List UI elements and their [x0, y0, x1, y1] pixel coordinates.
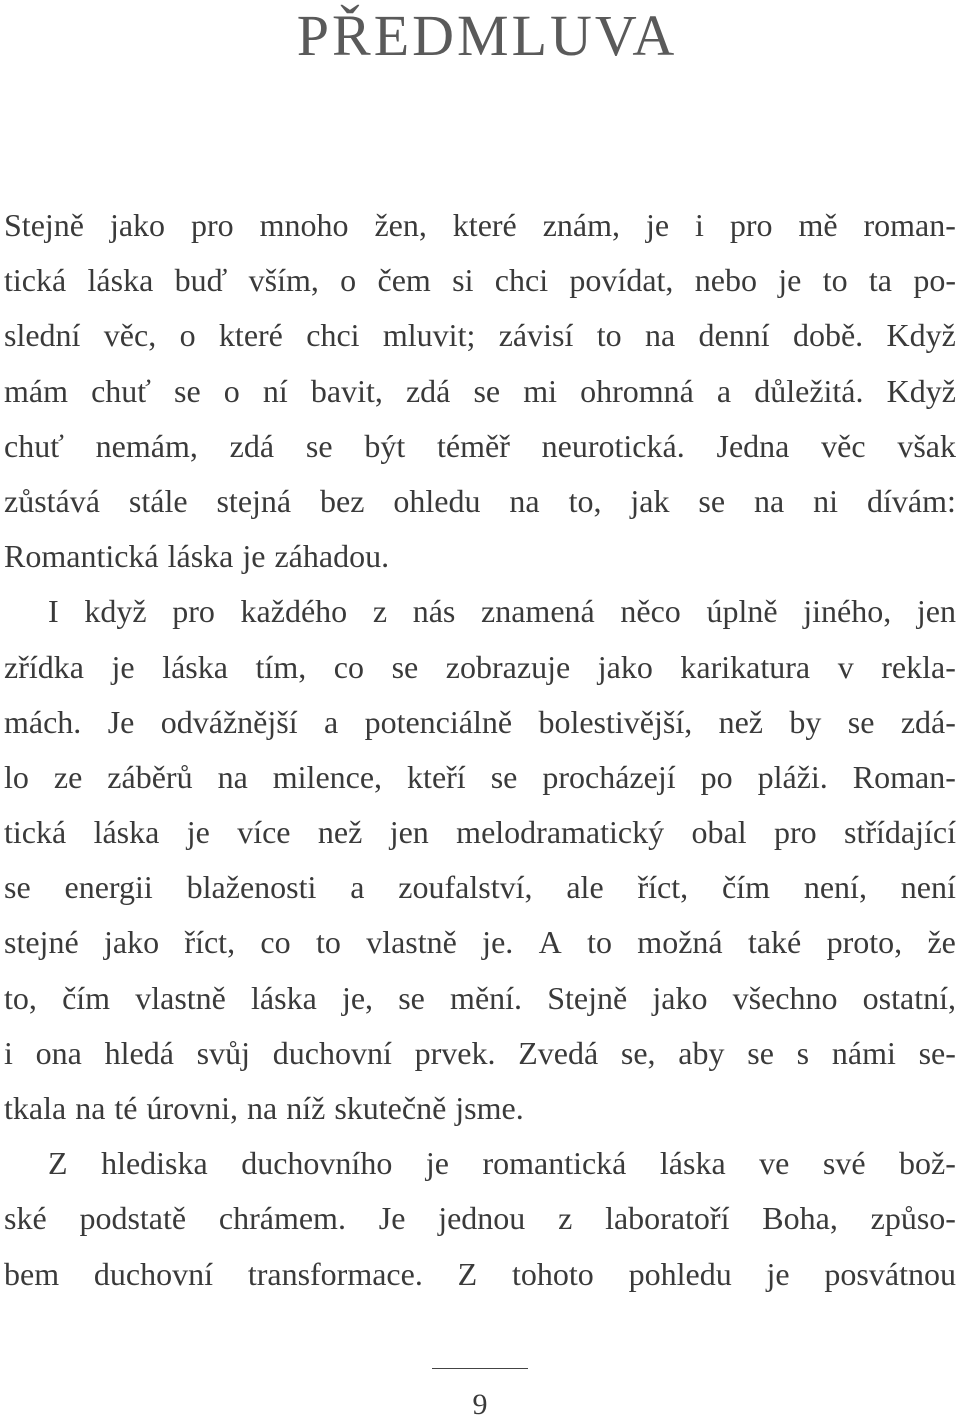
- word: obal: [691, 814, 747, 851]
- word: pro: [172, 593, 215, 630]
- word: to,: [568, 482, 602, 519]
- word: chuť: [91, 372, 151, 409]
- word: jako: [109, 207, 166, 243]
- word: milence,: [272, 758, 383, 795]
- text-line: [4, 860, 956, 915]
- word: svůj: [196, 1034, 250, 1071]
- word: jako: [597, 648, 653, 685]
- word: zůstává: [4, 482, 100, 519]
- word: kteří: [407, 758, 466, 795]
- word: je: [186, 814, 210, 851]
- word: stále: [128, 482, 188, 519]
- word: vším,: [248, 262, 319, 299]
- word: Je: [378, 1200, 406, 1237]
- text-line: [4, 1136, 956, 1191]
- word: tická: [4, 814, 67, 851]
- word: čem: [377, 262, 431, 299]
- word: zdá: [229, 427, 275, 464]
- word: pro: [773, 814, 817, 851]
- word: zdá-: [900, 703, 956, 740]
- word: se: [391, 648, 419, 685]
- word: blaženosti: [186, 869, 317, 906]
- page-number: 9: [472, 1388, 488, 1421]
- word: říct,: [637, 869, 689, 906]
- word: ona: [35, 1034, 82, 1071]
- word: jiného,: [803, 593, 892, 630]
- word: mění.: [450, 979, 523, 1016]
- word: ze: [53, 758, 83, 795]
- word: i: [695, 207, 704, 243]
- text-line: [4, 640, 956, 695]
- word: mě: [798, 207, 838, 243]
- word: jako: [103, 924, 160, 961]
- word: bem: [4, 1255, 60, 1292]
- word: lo: [4, 758, 29, 795]
- word: pro: [729, 207, 773, 243]
- word: láska: [93, 814, 160, 851]
- word: se: [698, 482, 726, 519]
- word: se: [747, 1034, 774, 1071]
- word: ve: [759, 1145, 790, 1182]
- word: Z: [457, 1255, 478, 1292]
- word: té: [114, 1090, 138, 1126]
- word: karikatura: [680, 648, 811, 685]
- word: zřídka: [4, 648, 84, 685]
- word: Roman-: [852, 758, 956, 795]
- text-line: [4, 1026, 956, 1081]
- word: době.: [792, 317, 864, 354]
- word: ské: [4, 1200, 47, 1237]
- word: téměř: [437, 427, 510, 464]
- word: to: [596, 317, 622, 354]
- body-text: [4, 198, 956, 1302]
- word: denní: [698, 317, 770, 354]
- footer-rule: [432, 1368, 528, 1369]
- word: se-: [918, 1034, 956, 1071]
- word: se: [398, 979, 425, 1016]
- word: ostatní,: [862, 979, 956, 1016]
- word: ní: [262, 372, 288, 409]
- word: Jedna: [716, 427, 790, 464]
- word: na: [644, 317, 676, 354]
- word: to: [315, 924, 341, 961]
- word: věc,: [103, 317, 157, 354]
- word: se: [174, 372, 201, 409]
- word: způso-: [870, 1200, 956, 1237]
- word: proto,: [826, 924, 903, 961]
- word: stejné: [4, 924, 79, 961]
- word: se: [847, 703, 875, 740]
- text-line: [4, 1081, 956, 1136]
- word: chci: [306, 317, 360, 354]
- word: se: [490, 758, 518, 795]
- word: střídající: [844, 814, 956, 851]
- word: by: [789, 703, 822, 740]
- word: se: [4, 869, 31, 906]
- word: Stejně: [547, 979, 628, 1016]
- word: láska: [659, 1145, 726, 1182]
- word: a: [716, 372, 732, 409]
- word: hlediska: [101, 1145, 208, 1182]
- word: však: [897, 427, 956, 464]
- word: bož-: [899, 1145, 956, 1182]
- word: Z: [48, 1145, 68, 1182]
- word: možná: [637, 924, 723, 961]
- word: tická: [4, 262, 67, 299]
- word: chrámem.: [218, 1200, 346, 1237]
- word: a: [323, 703, 339, 740]
- word: pro: [190, 207, 234, 243]
- word: pláži.: [757, 758, 828, 795]
- word: to: [587, 924, 612, 961]
- word: čím: [722, 869, 770, 906]
- word: mi: [523, 372, 557, 409]
- word: na: [754, 482, 785, 519]
- word: zoufalství,: [398, 869, 533, 906]
- text-line: [4, 308, 956, 363]
- word: věc: [821, 427, 866, 464]
- word: než: [317, 814, 363, 851]
- word: mách.: [4, 703, 82, 740]
- text-line: [4, 474, 956, 529]
- text-line: [4, 805, 956, 860]
- word: jako: [652, 979, 708, 1016]
- word: slední: [4, 317, 81, 354]
- text-line: [4, 364, 956, 419]
- word: něco: [620, 593, 681, 630]
- word: o: [340, 262, 357, 299]
- word: znám,: [542, 207, 620, 243]
- word: není: [900, 869, 956, 906]
- word: romantická: [482, 1145, 627, 1182]
- text-line: [4, 971, 956, 1026]
- word: je: [645, 207, 670, 243]
- word: žen,: [374, 207, 427, 243]
- text-line: [4, 584, 956, 639]
- word: jsme.: [455, 1090, 524, 1126]
- word: energii: [64, 869, 153, 906]
- word: duchovní: [272, 1034, 392, 1071]
- word: to: [822, 262, 848, 299]
- word: o: [223, 372, 240, 409]
- word: závisí: [498, 317, 574, 354]
- word: úplně: [706, 593, 778, 630]
- word: i: [4, 1034, 13, 1071]
- word: být: [364, 427, 406, 464]
- text-line: [4, 198, 956, 253]
- word: každého: [240, 593, 348, 630]
- word: mluvit;: [382, 317, 476, 354]
- word: které: [218, 317, 283, 354]
- word: se: [473, 372, 501, 409]
- word: v: [837, 648, 854, 685]
- word: bavit,: [310, 372, 383, 409]
- word: je: [111, 648, 135, 685]
- word: důležitá.: [754, 372, 864, 409]
- word: to,: [4, 979, 37, 1016]
- word: hledá: [104, 1034, 174, 1071]
- word: o: [179, 317, 196, 354]
- word: aby: [678, 1034, 725, 1071]
- text-line: [4, 1191, 956, 1246]
- word: nebo: [694, 262, 757, 299]
- word: I: [48, 593, 59, 630]
- word: že: [927, 924, 956, 961]
- word: co: [333, 648, 364, 685]
- word: zobrazuje: [445, 648, 571, 685]
- word: ni: [813, 482, 839, 519]
- word: Je: [107, 703, 135, 740]
- word: Romantická: [4, 538, 159, 575]
- word: stejná: [216, 482, 292, 519]
- word: procházejí: [542, 758, 676, 795]
- word: z: [372, 593, 388, 630]
- word: melodramatický: [456, 814, 665, 851]
- word: na: [509, 482, 540, 519]
- word: je: [778, 262, 802, 299]
- word: které: [452, 207, 517, 243]
- word: na: [247, 1090, 278, 1126]
- word: mám: [4, 372, 68, 409]
- word: tohoto: [512, 1255, 594, 1292]
- word: pohledu: [628, 1255, 732, 1292]
- word: podstatě: [79, 1200, 187, 1237]
- word: Když: [886, 317, 956, 354]
- word: posvátnou: [824, 1255, 956, 1292]
- word: s: [796, 1034, 810, 1071]
- word: čím: [62, 979, 111, 1016]
- word: neurotická.: [541, 427, 685, 464]
- text-line: [4, 419, 956, 474]
- text-line: [4, 529, 956, 584]
- word: se,: [620, 1034, 656, 1071]
- word: Zvedá: [518, 1034, 599, 1071]
- word: zdá: [405, 372, 451, 409]
- word: skutečně: [334, 1090, 447, 1126]
- word: Boha,: [762, 1200, 838, 1237]
- word: je,: [341, 979, 374, 1016]
- word: láska: [251, 979, 317, 1016]
- word: ohledu: [393, 482, 481, 519]
- text-line: [4, 915, 956, 970]
- word: buď: [174, 262, 228, 299]
- word: transformace.: [247, 1255, 423, 1292]
- word: tím,: [255, 648, 307, 685]
- word: Když: [886, 372, 956, 409]
- text-line: [4, 1247, 956, 1302]
- word: roman-: [863, 207, 956, 243]
- word: láska: [87, 262, 154, 299]
- text-line: [4, 750, 956, 805]
- word: je: [425, 1145, 449, 1182]
- word: také: [747, 924, 802, 961]
- word: nás: [412, 593, 456, 630]
- word: je.: [482, 924, 514, 961]
- word: vlastně: [135, 979, 226, 1016]
- word: co: [260, 924, 291, 961]
- word: prvek.: [414, 1034, 496, 1071]
- word: a: [350, 869, 365, 906]
- word: na: [217, 758, 248, 795]
- word: z: [558, 1200, 573, 1237]
- word: po: [700, 758, 733, 795]
- word: potenciálně: [364, 703, 513, 740]
- word: znamená: [481, 593, 595, 630]
- word: povídat,: [569, 262, 674, 299]
- word: laboratoří: [605, 1200, 730, 1237]
- word: dívám:: [866, 482, 956, 519]
- word: jen: [916, 593, 956, 630]
- word: se: [305, 427, 333, 464]
- word: níž: [286, 1090, 326, 1126]
- word: námi: [831, 1034, 896, 1071]
- word: více: [237, 814, 291, 851]
- word: A: [538, 924, 562, 961]
- word: tkala: [4, 1090, 67, 1126]
- word: než: [718, 703, 763, 740]
- word: ale: [566, 869, 604, 906]
- word: jednou: [438, 1200, 526, 1237]
- word: rekla-: [881, 648, 956, 685]
- word: láska: [162, 648, 228, 685]
- word: všechno: [732, 979, 838, 1016]
- word: po-: [913, 262, 956, 299]
- word: si: [452, 262, 474, 299]
- word: je: [766, 1255, 790, 1292]
- word: říct,: [184, 924, 236, 961]
- word: úrovni,: [146, 1090, 239, 1126]
- chapter-title: PŘEDMLUVA: [296, 3, 678, 68]
- word: jen: [389, 814, 429, 851]
- word: bolestivější,: [538, 703, 693, 740]
- text-line: [4, 695, 956, 750]
- word: jak: [630, 482, 670, 519]
- word: když: [84, 593, 147, 630]
- text-line: [4, 253, 956, 308]
- word: ohromná: [580, 372, 694, 409]
- word: odvážnější: [160, 703, 298, 740]
- word: láska: [167, 538, 234, 575]
- word: záhadou.: [274, 538, 390, 575]
- word: duchovní: [93, 1255, 213, 1292]
- word: mnoho: [259, 207, 349, 243]
- word: Stejně: [4, 207, 84, 243]
- word: své: [822, 1145, 866, 1182]
- word: chuť: [4, 427, 64, 464]
- word: duchovního: [241, 1145, 393, 1182]
- word: není,: [803, 869, 867, 906]
- word: ta: [868, 262, 892, 299]
- word: nemám,: [95, 427, 198, 464]
- word: vlastně: [366, 924, 457, 961]
- word: na: [75, 1090, 106, 1126]
- word: je: [242, 538, 266, 575]
- word: chci: [494, 262, 549, 299]
- word: bez: [320, 482, 365, 519]
- word: záběrů: [107, 758, 193, 795]
